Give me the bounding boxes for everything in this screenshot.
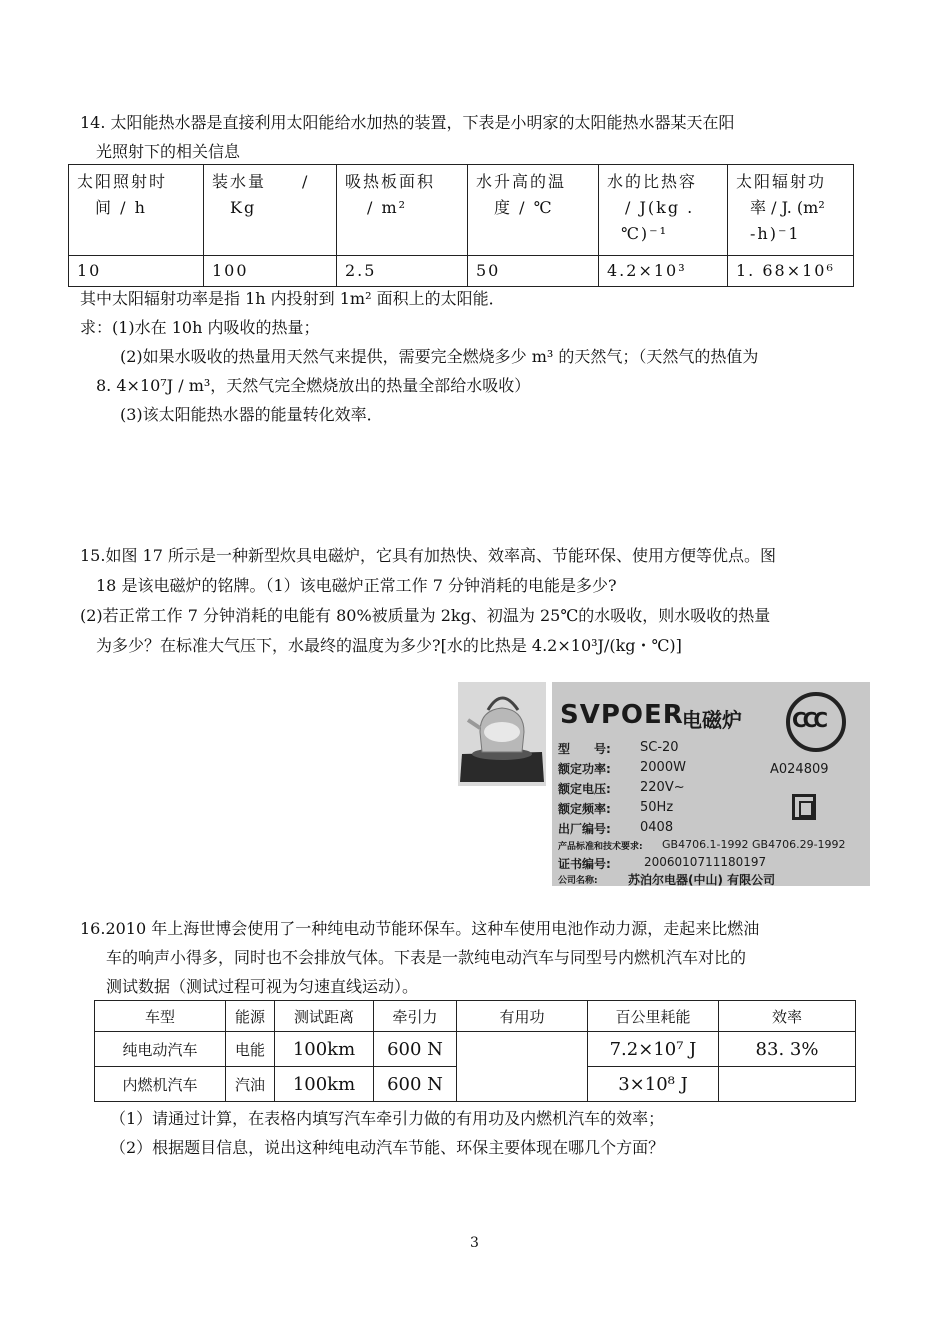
q14-line1: 14. 太阳能热水器是直接利用太阳能给水加热的装置，下表是小明家的太阳能热水器某天在阳	[80, 113, 735, 132]
table-row	[95, 1032, 856, 1067]
q14-ask1: 求：(1)水在 10h 内吸收的热量；	[80, 318, 320, 337]
header-cell: 能源	[226, 1001, 275, 1032]
nameplate-value: 2000W	[640, 760, 686, 775]
header-cell: 吸热板面积 / m²	[337, 165, 468, 256]
q16-ask1: （1）请通过计算，在表格内填写汽车牵引力做的有用功及内燃机汽车的效率；	[110, 1109, 665, 1128]
header-cell: 水升高的温 度 / ℃	[468, 165, 599, 256]
header-cell: 百公里耗能	[588, 1001, 719, 1032]
header-cell: 水的比热容 / J(kg . ℃)⁻¹	[599, 165, 728, 256]
nameplate-value: 2006010711180197	[644, 855, 767, 869]
nameplate-label: 证书编号:	[558, 857, 611, 871]
q16-line3: 测试数据（测试过程可视为匀速直线运动）。	[106, 977, 419, 996]
q15-line2: 18 是该电磁炉的铭牌。（1）该电磁炉正常工作 7 分钟消耗的电能是多少?	[96, 576, 617, 595]
nameplate-label: 型 号:	[558, 742, 611, 756]
nameplate-value: SC-20	[640, 740, 679, 755]
page-number: 3	[470, 1235, 479, 1251]
header-cell: 太阳辐射功 率 / J. (m² -h)⁻1	[728, 165, 854, 256]
table-cell: 7.2×10⁷ J	[588, 1032, 719, 1067]
induction-cooker-photo	[458, 682, 546, 786]
nameplate-photo	[552, 682, 870, 886]
table-cell: 1. 68×10⁶	[728, 256, 854, 287]
nameplate-brand: SVPOER	[560, 700, 684, 730]
table-cell: 4.2×10³	[599, 256, 728, 287]
table-cell: 83. 3%	[719, 1032, 856, 1067]
table-row	[69, 256, 854, 287]
header-cell: 太阳照射时 间 / h	[69, 165, 204, 256]
nameplate-label: 公司名称:	[558, 876, 598, 886]
q16-line1: 16.2010 年上海世博会使用了一种纯电动节能环保车。这种车使用电池作动力源，走起来比燃油	[80, 919, 760, 938]
q15-line1: 15.如图 17 所示是一种新型炊具电磁炉，它具有加热快、效率高、节能环保、使用方便等优点。图	[80, 546, 776, 565]
q16-table	[94, 1000, 856, 1102]
header-cell: 车型	[95, 1001, 226, 1032]
table-cell	[457, 1032, 588, 1102]
q14-ask3: (3)该太阳能热水器的能量转化效率．	[120, 405, 383, 424]
table-cell: 2.5	[337, 256, 468, 287]
nameplate-label: 额定电压:	[558, 782, 611, 796]
q16-line2: 车的响声小得多，同时也不会排放气体。下表是一款纯电动汽车与同型号内燃机汽车对比的	[106, 948, 747, 967]
nameplate-label: 额定功率:	[558, 762, 611, 776]
q14-line2: 光照射下的相关信息	[96, 142, 241, 161]
table-cell: 纯电动汽车	[95, 1032, 226, 1067]
table-cell: 3×10⁸ J	[588, 1067, 719, 1102]
table-cell: 100km	[275, 1032, 374, 1067]
header-cell: 牵引力	[374, 1001, 457, 1032]
table-cell: 50	[468, 256, 599, 287]
header-cell: 效率	[719, 1001, 856, 1032]
nameplate-label: 产品标准和技术要求:	[558, 842, 643, 852]
header-cell: 有用功	[457, 1001, 588, 1032]
double-insulation-icon	[792, 794, 816, 820]
nameplate-label: 出厂编号:	[558, 822, 611, 836]
table-header-row	[95, 1001, 856, 1032]
table-cell: 电能	[226, 1032, 275, 1067]
header-cell: 测试距离	[275, 1001, 374, 1032]
table-cell: 600 N	[374, 1032, 457, 1067]
table-cell: 汽油	[226, 1067, 275, 1102]
nameplate-value: 苏泊尔电器(中山) 有限公司	[628, 873, 776, 886]
ccc-logo: CCC	[786, 692, 846, 752]
q14-ask2a: (2)如果水吸收的热量用天然气来提供，需要完全燃烧多少 m³ 的天然气；（天然气的热值为	[120, 347, 759, 366]
nameplate-value: GB4706.1-1992 GB4706.29-1992	[662, 838, 846, 851]
nameplate-label: 额定频率:	[558, 802, 611, 816]
table-header-row	[69, 165, 854, 256]
q14-note: 其中太阳辐射功率是指 1h 内投射到 1m² 面积上的太阳能．	[80, 289, 505, 308]
q16-ask2: （2）根据题目信息，说出这种纯电动汽车节能、环保主要体现在哪几个方面？	[110, 1138, 665, 1157]
q15-line4: 为多少？在标准大气压下，水最终的温度为多少?[水的比热是 4.2×10³J/(kg・℃)]	[96, 636, 682, 655]
q15-line3: (2)若正常工作 7 分钟消耗的电能有 80%被质量为 2kg、初温为 25℃的水吸收，则水吸收的热量	[80, 606, 771, 625]
q14-ask2b: 8. 4×10⁷J / m³，天然气完全燃烧放出的热量全部给水吸收）	[96, 376, 531, 395]
table-cell: 内燃机汽车	[95, 1067, 226, 1102]
table-cell: 100km	[275, 1067, 374, 1102]
table-cell	[719, 1067, 856, 1102]
table-cell: 100	[204, 256, 337, 287]
nameplate-value: 0408	[640, 820, 674, 835]
nameplate-value: A024809	[770, 762, 829, 777]
table-cell: 10	[69, 256, 204, 287]
table-cell: 600 N	[374, 1067, 457, 1102]
nameplate-product: 电磁炉	[682, 708, 742, 732]
nameplate-value: 220V~	[640, 780, 685, 795]
q14-table	[68, 164, 854, 287]
nameplate-value: 50Hz	[640, 800, 674, 815]
header-cell: 装水量 / Kg	[204, 165, 337, 256]
